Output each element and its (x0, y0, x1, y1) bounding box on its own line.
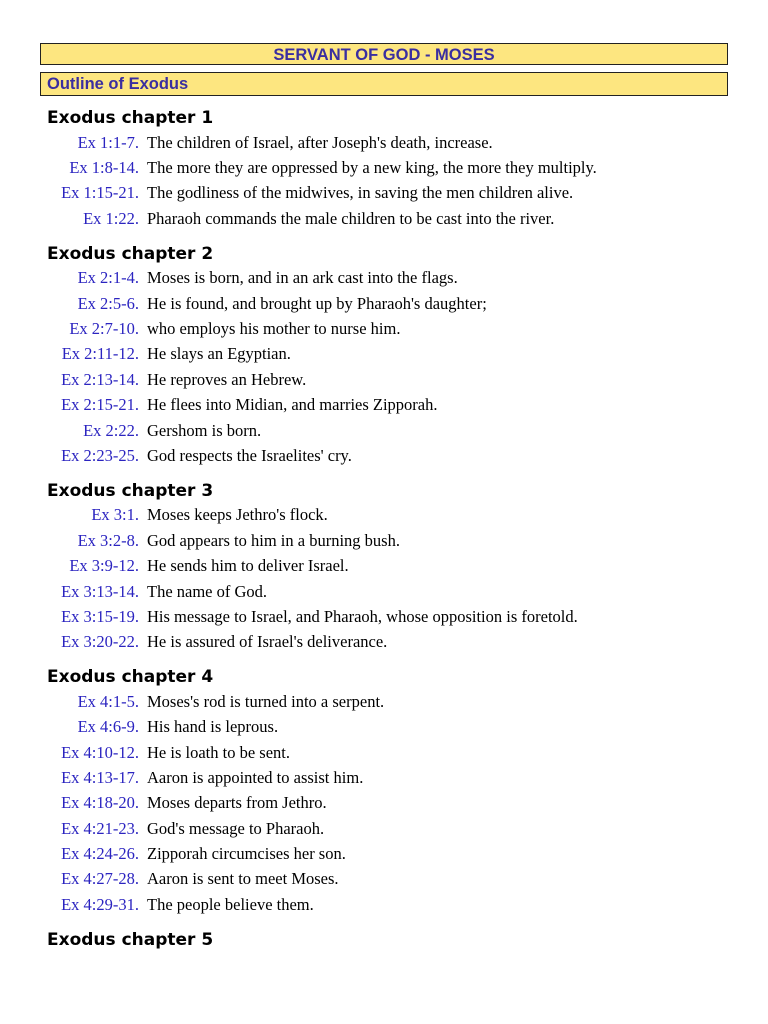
outline-description: Moses is born, and in an ark cast into the flags. (147, 268, 458, 288)
verse-reference-text: Ex 4:24-26 (61, 844, 135, 864)
outline-row (40, 553, 728, 578)
chapter-heading: Exodus chapter 4 (47, 667, 214, 688)
verse-reference-text: Ex 3:13-14 (61, 581, 135, 601)
verse-reference-text: Ex 1:22 (83, 208, 135, 228)
outline-row (40, 206, 728, 231)
verse-reference-link[interactable]: Ex 2:15-21. (61, 395, 139, 415)
chapter-section (40, 106, 728, 232)
verse-reference-link[interactable]: Ex 4:10-12. (61, 742, 139, 762)
verse-reference-link[interactable]: Ex 4:18-20. (61, 793, 139, 813)
outline-row (40, 579, 728, 604)
verse-reference-text: Ex 1:1-7 (77, 132, 135, 152)
outline-description: The more they are oppressed by a new king, the more they multiply. (147, 158, 597, 178)
outline-row (40, 765, 728, 790)
document-page (40, 43, 728, 952)
verse-reference-text: Ex 4:1-5 (77, 691, 135, 711)
chapters-list (40, 106, 728, 952)
verse-reference-link[interactable]: Ex 2:1-4. (77, 268, 139, 288)
outline-description: His hand is leprous. (147, 717, 279, 737)
verse-reference-link[interactable]: Ex 4:21-23. (61, 818, 139, 838)
verse-reference-text: Ex 3:1 (91, 505, 135, 525)
verse-reference-link[interactable]: Ex 2:7-10. (69, 319, 139, 339)
outline-description: The name of God. (147, 581, 268, 601)
outline-row (40, 393, 728, 418)
outline-description: He is assured of Israel's deliverance. (147, 632, 388, 652)
verse-reference-link[interactable]: Ex 2:23-25. (61, 445, 139, 465)
outline-description: He reproves an Hebrew. (147, 369, 307, 389)
outline-description: God respects the Israelites' cry. (147, 445, 352, 465)
chapter-section (40, 928, 728, 952)
verse-reference-link[interactable]: Ex 4:27-28. (61, 869, 139, 889)
outline-description: He slays an Egyptian. (147, 344, 291, 364)
chapter-heading: Exodus chapter 5 (47, 929, 214, 950)
verse-reference-text: Ex 4:29-31 (61, 894, 135, 914)
chapter-section (40, 242, 728, 469)
verse-reference-text: Ex 4:27-28 (61, 869, 135, 889)
verse-reference-link[interactable]: Ex 4:24-26. (61, 844, 139, 864)
outline-row (40, 181, 728, 206)
outline-row (40, 316, 728, 341)
outline-row (40, 841, 728, 866)
verse-reference-text: Ex 2:5-6 (77, 293, 135, 313)
outline-description: The children of Israel, after Joseph's death, increase. (147, 132, 493, 152)
outline-row (40, 443, 728, 468)
outline-row (40, 816, 728, 841)
chapter-heading: Exodus chapter 1 (47, 108, 214, 128)
outline-row (40, 155, 728, 180)
page-title: SERVANT OF GOD - MOSES (273, 46, 495, 64)
verse-reference-link[interactable]: Ex 4:29-31. (61, 894, 139, 914)
verse-reference-text: Ex 3:9-12 (69, 556, 135, 576)
page-title-bar (40, 43, 728, 65)
outline-row (40, 604, 728, 629)
verse-reference-text: Ex 1:8-14 (69, 158, 135, 178)
outline-description: He sends him to deliver Israel. (147, 556, 349, 576)
outline-row (40, 791, 728, 816)
verse-reference-text: Ex 2:7-10 (69, 319, 135, 339)
chapter-section (40, 479, 728, 655)
verse-reference-text: Ex 4:21-23 (61, 818, 135, 838)
verse-reference-text: Ex 3:2-8 (77, 530, 135, 550)
outline-description: God appears to him in a burning bush. (147, 530, 400, 550)
verse-reference-link[interactable]: Ex 4:13-17. (61, 767, 139, 787)
chapter-heading: Exodus chapter 3 (47, 480, 214, 501)
verse-reference-link[interactable]: Ex 1:8-14. (69, 158, 139, 178)
outline-description: The godliness of the midwives, in saving the men children alive. (147, 183, 574, 203)
outline-description: Pharaoh commands the male children to be cast into the river. (147, 208, 555, 228)
outline-description: He flees into Midian, and marries Zipporah. (147, 395, 438, 415)
verse-reference-link[interactable]: Ex 3:15-19. (61, 606, 139, 626)
verse-reference-text: Ex 2:1-4 (77, 268, 135, 288)
verse-reference-text: Ex 3:20-22 (61, 632, 135, 652)
outline-description: Aaron is appointed to assist him. (147, 767, 364, 787)
outline-row (40, 689, 728, 714)
outline-row (40, 528, 728, 553)
verse-reference-link[interactable]: Ex 1:15-21. (61, 183, 139, 203)
outline-row (40, 892, 728, 917)
outline-description: Gershom is born. (147, 420, 262, 440)
verse-reference-text: Ex 4:6-9 (77, 717, 135, 737)
verse-reference-link[interactable]: Ex 4:1-5. (77, 691, 139, 711)
outline-row (40, 418, 728, 443)
outline-description: Moses keeps Jethro's flock. (147, 505, 328, 525)
outline-row (40, 266, 728, 291)
outline-description: He is found, and brought up by Pharaoh's daughter; (147, 293, 487, 313)
section-title-bar (40, 72, 728, 96)
outline-row (40, 503, 728, 528)
verse-reference-link[interactable]: Ex 1:1-7. (77, 132, 139, 152)
outline-row (40, 342, 728, 367)
outline-description: The people believe them. (147, 894, 314, 914)
verse-reference-text: Ex 2:11-12 (61, 344, 135, 364)
verse-reference-link[interactable]: Ex 1:22. (83, 208, 139, 228)
verse-reference-link[interactable]: Ex 3:20-22. (61, 632, 139, 652)
outline-description: Moses departs from Jethro. (147, 793, 327, 813)
outline-row (40, 867, 728, 892)
outline-row (40, 367, 728, 392)
outline-description: Aaron is sent to meet Moses. (147, 869, 339, 889)
verse-reference-text: Ex 3:15-19 (61, 606, 135, 626)
verse-reference-text: Ex 2:13-14 (61, 369, 135, 389)
verse-reference-link[interactable]: Ex 3:9-12. (69, 556, 139, 576)
verse-reference-link[interactable]: Ex 2:22. (83, 420, 139, 440)
outline-description: Moses's rod is turned into a serpent. (147, 691, 385, 711)
verse-reference-text: Ex 2:15-21 (61, 395, 135, 415)
verse-reference-text: Ex 4:18-20 (61, 793, 135, 813)
verse-reference-text: Ex 1:15-21 (61, 183, 135, 203)
outline-row (40, 291, 728, 316)
outline-description: who employs his mother to nurse him. (147, 319, 401, 339)
outline-description: Zipporah circumcises her son. (147, 844, 346, 864)
outline-description: He is loath to be sent. (147, 742, 290, 762)
outline-row (40, 740, 728, 765)
verse-reference-text: Ex 2:23-25 (61, 445, 135, 465)
verse-reference-link[interactable]: Ex 3:2-8. (77, 530, 139, 550)
outline-row (40, 130, 728, 155)
verse-reference-link[interactable]: Ex 2:13-14. (61, 369, 139, 389)
outline-row (40, 630, 728, 655)
verse-reference-text: Ex 4:13-17 (61, 767, 135, 787)
verse-reference-link[interactable]: Ex 3:1. (91, 505, 139, 525)
verse-reference-link[interactable]: Ex 4:6-9. (77, 717, 139, 737)
verse-reference-text: Ex 4:10-12 (61, 742, 135, 762)
outline-description: God's message to Pharaoh. (147, 818, 325, 838)
section-title: Outline of Exodus (47, 75, 189, 93)
chapter-section (40, 665, 728, 918)
verse-reference-link[interactable]: Ex 3:13-14. (61, 581, 139, 601)
chapter-heading: Exodus chapter 2 (47, 243, 214, 264)
verse-reference-link[interactable]: Ex 2:11-12. (61, 344, 139, 364)
outline-description: His message to Israel, and Pharaoh, whose opposition is foretold. (147, 606, 578, 626)
verse-reference-link[interactable]: Ex 2:5-6. (77, 293, 139, 313)
outline-row (40, 714, 728, 739)
verse-reference-text: Ex 2:22 (83, 420, 135, 440)
